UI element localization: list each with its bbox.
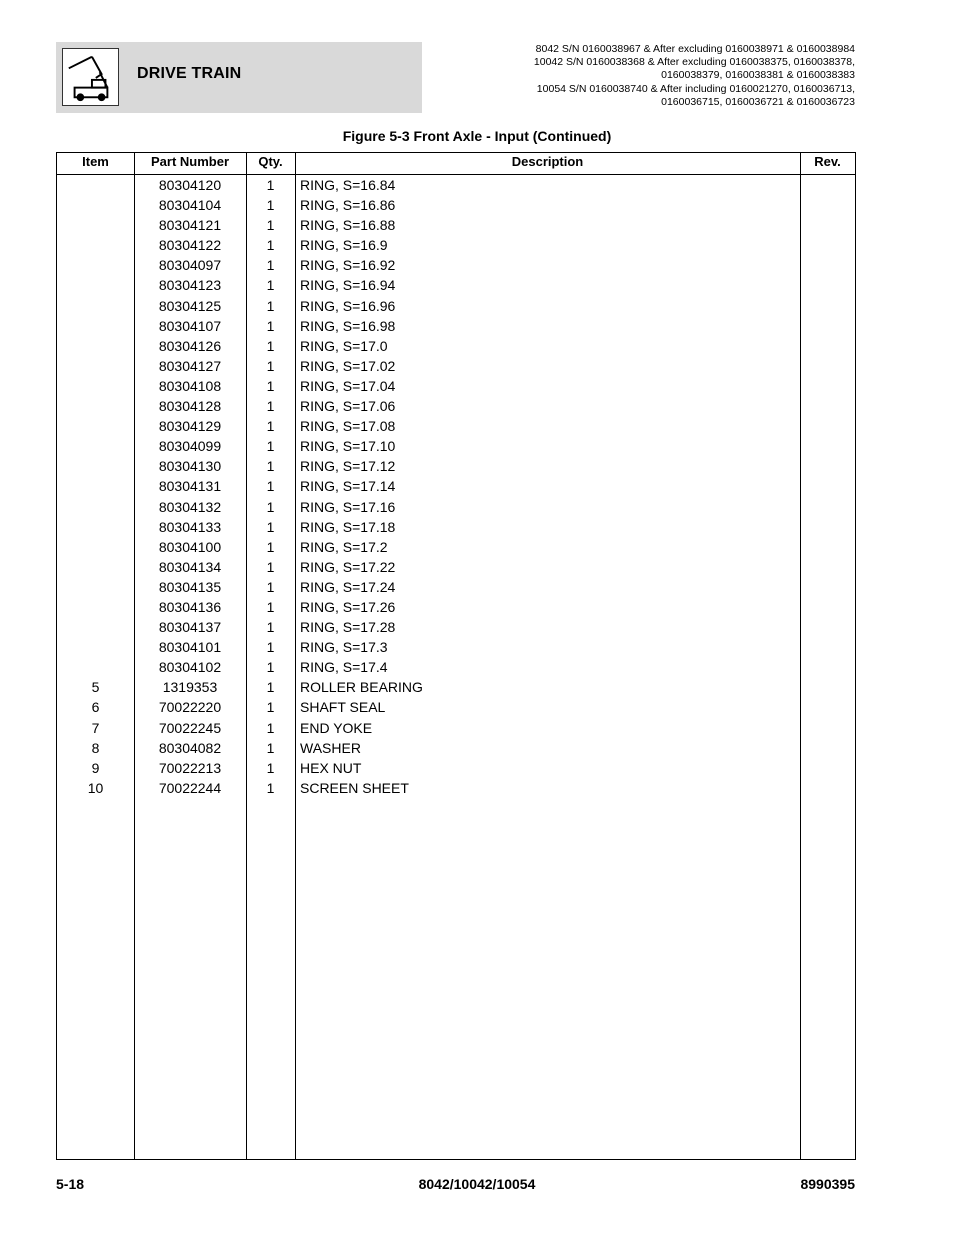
description-cell: RING, S=17.10 <box>300 438 396 455</box>
part-number-cell: 80304136 <box>158 598 222 615</box>
description-cell: RING, S=17.18 <box>300 518 396 535</box>
table-row <box>57 677 855 697</box>
table-row <box>57 718 855 738</box>
qty-cell: 1 <box>266 498 275 515</box>
part-number-cell: 80304123 <box>158 277 222 294</box>
model-numbers: 8042/10042/10054 <box>418 1176 536 1192</box>
applicability-line: 10054 S/N 0160038740 & After including 0160021270, 0160036713, <box>536 82 855 95</box>
applicability-line: 0160038379, 0160038381 & 0160038383 <box>661 69 855 82</box>
part-number-cell: 80304133 <box>158 518 222 535</box>
description-cell: RING, S=17.3 <box>300 639 388 656</box>
part-number-cell: 80304099 <box>158 438 222 455</box>
aerial-lift-vehicle-icon <box>62 48 119 106</box>
applicability-line: 8042 S/N 0160038967 & After excluding 0160038971 & 0160038984 <box>535 43 855 55</box>
qty-cell: 1 <box>266 177 275 193</box>
description-cell: RING, S=16.92 <box>300 257 396 274</box>
part-number-cell: 80304108 <box>158 377 222 394</box>
part-number-cell: 80304134 <box>158 558 222 575</box>
qty-cell: 1 <box>266 197 275 214</box>
description-cell: SCREEN SHEET <box>300 779 409 796</box>
table-row <box>57 396 855 416</box>
description-cell: RING, S=16.9 <box>300 237 388 254</box>
part-number-cell: 80304100 <box>158 538 222 555</box>
table-row <box>57 476 855 496</box>
description-cell: RING, S=17.12 <box>300 458 396 475</box>
table-row <box>57 577 855 597</box>
table-row <box>57 175 855 195</box>
qty-cell: 1 <box>266 518 275 535</box>
table-row <box>57 758 855 778</box>
table-row <box>57 456 855 476</box>
table-row <box>57 517 855 537</box>
qty-cell: 1 <box>266 538 275 555</box>
part-number-cell: 70022245 <box>158 719 222 736</box>
table-row <box>57 436 855 456</box>
qty-cell: 1 <box>266 598 275 615</box>
table-row <box>57 376 855 396</box>
document-number: 8990395 <box>800 1176 855 1192</box>
description-cell: RING, S=17.04 <box>300 377 396 394</box>
qty-cell: 1 <box>266 679 275 696</box>
part-number-cell: 70022244 <box>158 779 222 796</box>
part-number-cell: 80304127 <box>158 357 222 374</box>
section-title: DRIVE TRAIN <box>137 65 242 82</box>
description-cell: RING, S=17.22 <box>300 558 396 575</box>
qty-cell: 1 <box>266 578 275 595</box>
table-row <box>57 778 855 798</box>
description-cell: SHAFT SEAL <box>300 699 386 716</box>
item-cell: 9 <box>91 759 100 776</box>
table-row <box>57 336 855 356</box>
table-row <box>57 637 855 657</box>
description-cell: WASHER <box>300 739 361 756</box>
qty-cell: 1 <box>266 739 275 756</box>
description-cell: RING, S=17.02 <box>300 357 396 374</box>
qty-cell: 1 <box>266 779 275 796</box>
part-number-cell: 1319353 <box>162 679 218 696</box>
qty-cell: 1 <box>266 478 275 495</box>
applicability-line: 10042 S/N 0160038368 & After excluding 0160038375, 0160038378, <box>533 56 855 69</box>
description-cell: RING, S=17.28 <box>300 619 396 636</box>
description-cell: ROLLER BEARING <box>300 679 423 696</box>
part-number-cell: 80304121 <box>158 217 222 234</box>
table-row <box>57 356 855 376</box>
part-number-cell: 80304082 <box>158 739 222 756</box>
table-row <box>57 255 855 275</box>
table-row <box>57 557 855 577</box>
column-header-rev: Rev. <box>814 154 841 169</box>
description-cell: RING, S=17.2 <box>300 538 388 555</box>
table-row <box>57 296 855 316</box>
part-number-cell: 80304131 <box>158 478 222 495</box>
description-cell: RING, S=17.26 <box>300 598 396 615</box>
table-row <box>57 235 855 255</box>
table-row <box>57 617 855 637</box>
item-cell: 7 <box>91 719 100 736</box>
table-row <box>57 215 855 235</box>
table-row <box>57 316 855 336</box>
parts-table <box>56 152 856 1160</box>
qty-cell: 1 <box>266 639 275 656</box>
part-number-cell: 80304129 <box>158 418 222 435</box>
qty-cell: 1 <box>266 237 275 254</box>
description-cell: RING, S=16.86 <box>300 197 396 214</box>
part-number-cell: 80304132 <box>158 498 222 515</box>
table-row <box>57 738 855 758</box>
table-row <box>57 597 855 617</box>
qty-cell: 1 <box>266 277 275 294</box>
description-cell: RING, S=17.16 <box>300 498 396 515</box>
part-number-cell: 70022213 <box>158 759 222 776</box>
description-cell: RING, S=16.84 <box>300 177 396 193</box>
qty-cell: 1 <box>266 659 275 676</box>
qty-cell: 1 <box>266 377 275 394</box>
qty-cell: 1 <box>266 317 275 334</box>
part-number-cell: 80304135 <box>158 578 222 595</box>
description-cell: RING, S=17.24 <box>300 578 396 595</box>
description-cell: RING, S=16.94 <box>300 277 396 294</box>
qty-cell: 1 <box>266 297 275 314</box>
part-number-cell: 80304120 <box>158 177 222 193</box>
table-row <box>57 537 855 557</box>
qty-cell: 1 <box>266 398 275 415</box>
applicability-line: 0160036715, 0160036721 & 0160036723 <box>661 95 855 108</box>
table-row <box>57 275 855 295</box>
part-number-cell: 80304107 <box>158 317 222 334</box>
qty-cell: 1 <box>266 699 275 716</box>
description-cell: RING, S=17.06 <box>300 398 396 415</box>
description-cell: RING, S=16.96 <box>300 297 396 314</box>
qty-cell: 1 <box>266 217 275 234</box>
item-cell: 5 <box>91 679 100 696</box>
description-cell: RING, S=17.0 <box>300 337 388 354</box>
part-number-cell: 80304130 <box>158 458 222 475</box>
part-number-cell: 80304097 <box>158 257 222 274</box>
table-row <box>57 416 855 436</box>
description-cell: RING, S=16.98 <box>300 317 396 334</box>
description-cell: END YOKE <box>300 719 373 736</box>
qty-cell: 1 <box>266 619 275 636</box>
figure-title: Figure 5-3 Front Axle - Input (Continued) <box>342 128 612 144</box>
serial-applicability <box>534 43 855 109</box>
part-number-cell: 70022220 <box>158 699 222 716</box>
page-number: 5-18 <box>56 1176 85 1192</box>
description-cell: RING, S=17.4 <box>300 659 388 676</box>
qty-cell: 1 <box>266 257 275 274</box>
qty-cell: 1 <box>266 357 275 374</box>
table-body <box>57 175 855 798</box>
part-number-cell: 80304125 <box>158 297 222 314</box>
table-row <box>57 697 855 717</box>
part-number-cell: 80304102 <box>158 659 222 676</box>
qty-cell: 1 <box>266 759 275 776</box>
column-header-description: Description <box>511 154 584 169</box>
part-number-cell: 80304101 <box>158 639 222 656</box>
part-number-cell: 80304137 <box>158 619 222 636</box>
qty-cell: 1 <box>266 458 275 475</box>
table-row <box>57 657 855 677</box>
qty-cell: 1 <box>266 719 275 736</box>
qty-cell: 1 <box>266 337 275 354</box>
part-number-cell: 80304104 <box>158 197 222 214</box>
part-number-cell: 80304128 <box>158 398 222 415</box>
item-cell: 8 <box>91 739 100 756</box>
description-cell: RING, S=16.88 <box>300 217 396 234</box>
column-header-part-number: Part Number <box>150 154 230 169</box>
table-row <box>57 195 855 215</box>
description-cell: RING, S=17.14 <box>300 478 396 495</box>
column-header-qty: Qty. <box>258 154 283 169</box>
part-number-cell: 80304126 <box>158 337 222 354</box>
item-cell: 6 <box>91 699 100 716</box>
column-header-item: Item <box>82 154 109 169</box>
qty-cell: 1 <box>266 558 275 575</box>
description-cell: RING, S=17.08 <box>300 418 396 435</box>
description-cell: HEX NUT <box>300 759 362 776</box>
table-row <box>57 497 855 517</box>
qty-cell: 1 <box>266 418 275 435</box>
item-cell: 10 <box>87 779 104 796</box>
part-number-cell: 80304122 <box>158 237 222 254</box>
qty-cell: 1 <box>266 438 275 455</box>
